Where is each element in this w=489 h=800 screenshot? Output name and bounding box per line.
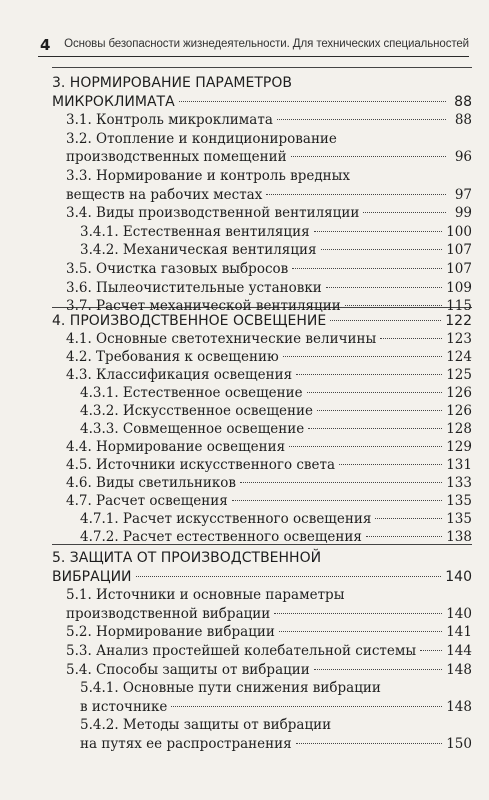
- dot-leader: [314, 231, 443, 232]
- toc-entry: [66, 366, 472, 385]
- dot-leader: [345, 305, 442, 306]
- toc-entry: [66, 204, 472, 223]
- running-header: [38, 34, 469, 57]
- page-number: 4: [40, 36, 51, 54]
- toc-entry-page: 138: [446, 529, 472, 545]
- section-divider: [52, 67, 472, 68]
- toc-entry: [52, 312, 472, 331]
- toc-entry: [66, 348, 472, 367]
- toc-entry: [52, 568, 472, 587]
- toc-entry: [80, 679, 472, 698]
- toc-entry-page: 107: [446, 242, 472, 259]
- toc-entry: [80, 420, 472, 439]
- toc-entry-title: 3.1. Контроль микроклимата: [66, 112, 273, 129]
- toc-entry-title: производственных помещений: [66, 149, 287, 166]
- dot-leader: [291, 156, 446, 157]
- toc-entry: [52, 549, 472, 568]
- toc-entry-title: 4.7. Расчет освещения: [66, 493, 228, 509]
- dot-leader: [326, 287, 442, 288]
- dot-leader: [289, 446, 442, 447]
- toc-entry-page: 123: [446, 331, 472, 347]
- toc-entry: [66, 260, 472, 279]
- toc-entry-page: 96: [454, 149, 472, 166]
- toc-entry-page: 97: [454, 186, 472, 203]
- toc-entry: [52, 93, 472, 112]
- toc-entry-title: 4.7.1. Расчет искусственного освещения: [80, 511, 372, 527]
- toc-entry-title: 4. ПРОИЗВОДСТВЕННОЕ ОСВЕЩЕНИЕ: [52, 313, 327, 329]
- toc-entry-title: на путях ее распространения: [80, 736, 292, 752]
- toc-entry-page: 128: [446, 421, 472, 437]
- toc-entry-page: 107: [446, 261, 472, 277]
- toc-entry-page: 122: [445, 313, 472, 329]
- toc-entry: [66, 623, 472, 642]
- toc-entry-title: 4.7.2. Расчет естественного освещения: [80, 529, 362, 545]
- toc-entry-title: МИКРОКЛИМАТА: [52, 93, 175, 110]
- dot-leader: [266, 194, 446, 195]
- dot-leader: [179, 101, 446, 102]
- dot-leader: [296, 743, 443, 744]
- toc-entry-title: 4.1. Основные светотехнические величины: [66, 331, 377, 347]
- toc-entry-page: 115: [446, 298, 472, 315]
- toc-entry: [66, 456, 472, 475]
- toc-entry-page: 150: [446, 736, 472, 752]
- toc-entry: [66, 642, 472, 661]
- toc-entry-title: веществ на рабочих местах: [66, 186, 263, 203]
- toc-entry-title: 4.3. Классификация освещения: [66, 367, 293, 383]
- dot-leader: [283, 356, 443, 357]
- toc-entry-title: производственной вибрации: [66, 605, 271, 622]
- dot-leader: [314, 669, 442, 670]
- toc-entry: [80, 698, 472, 717]
- toc-entry-title: 4.4. Нормирование освещения: [66, 439, 286, 455]
- toc-entry-title: 5. ЗАЩИТА ОТ ПРОИЗВОДСТВЕННОЙ: [52, 550, 322, 566]
- toc-entry-title: 3. НОРМИРОВАНИЕ ПАРАМЕТРОВ: [52, 75, 292, 91]
- toc-entry-title: 4.3.3. Совмещенное освещение: [80, 421, 305, 437]
- dot-leader: [420, 650, 442, 651]
- toc-entry: [66, 492, 472, 511]
- toc-entry: [52, 74, 472, 93]
- toc-entry: [80, 402, 472, 421]
- toc-entry-page: 141: [446, 624, 472, 641]
- toc-entry-page: 148: [446, 698, 472, 715]
- dot-leader: [308, 428, 442, 429]
- dot-leader: [375, 518, 442, 519]
- toc-entry-title: 5.4.2. Методы защиты от вибрации: [80, 717, 332, 734]
- toc-entry: [66, 661, 472, 680]
- toc-entry-page: 140: [446, 605, 472, 622]
- toc-entry-title: ВИБРАЦИИ: [52, 568, 132, 585]
- toc-entry-page: 100: [446, 223, 472, 240]
- toc-entry: [66, 279, 472, 298]
- toc-entry-page: 126: [446, 403, 472, 419]
- dot-leader: [277, 119, 446, 120]
- toc-entry-page: 135: [446, 511, 472, 527]
- toc-entry-title: 3.4. Виды производственной вентиляции: [66, 205, 360, 222]
- dot-leader: [171, 706, 442, 707]
- toc-entry-page: 131: [446, 457, 472, 473]
- toc-entry: [66, 586, 472, 605]
- dot-leader: [317, 410, 442, 411]
- toc-entry-page: 109: [446, 279, 472, 296]
- dot-leader: [274, 613, 442, 614]
- toc-entry-title: 5.4. Способы защиты от вибрации: [66, 661, 310, 678]
- toc-entry: [66, 330, 472, 349]
- toc-entry: [66, 605, 472, 624]
- toc-entry-title: 5.2. Нормирование вибрации: [66, 624, 275, 641]
- toc-entry: [80, 384, 472, 403]
- toc-entry-title: 3.4.1. Естественная вентиляция: [80, 223, 310, 240]
- toc-entry: [80, 510, 472, 529]
- dot-leader: [296, 374, 442, 375]
- toc-entry-page: 144: [446, 643, 472, 659]
- toc-entry: [66, 130, 472, 149]
- toc-entry-title: 5.4.1. Основные пути снижения вибрации: [80, 680, 381, 697]
- dot-leader: [232, 500, 442, 501]
- toc-entry: [66, 167, 472, 186]
- dot-leader: [380, 338, 442, 339]
- toc-entry-title: 3.7. Расчет механической вентиляции: [66, 298, 341, 315]
- toc-entry-page: 124: [446, 349, 472, 365]
- toc-entry-title: 5.3. Анализ простейшей колебательной системы: [66, 643, 417, 659]
- toc-entry-page: 135: [446, 493, 472, 509]
- toc-entry: [66, 474, 472, 493]
- toc-entry-title: в источнике: [80, 698, 168, 715]
- dot-leader: [292, 268, 442, 269]
- toc-entry-title: 4.5. Источники искусственного света: [66, 457, 336, 473]
- dot-leader: [136, 576, 442, 577]
- toc-entry-page: 125: [446, 367, 472, 383]
- dot-leader: [307, 392, 443, 393]
- dot-leader: [363, 212, 446, 213]
- toc-entry-title: 3.5. Очистка газовых выбросов: [66, 261, 289, 277]
- toc-entry-page: 126: [446, 385, 472, 401]
- toc-entry-title: 4.3.1. Естественное освещение: [80, 385, 303, 401]
- toc-entry-title: 4.2. Требования к освещению: [66, 349, 279, 365]
- toc-entry: [80, 528, 472, 547]
- toc-entry-page: 88: [454, 93, 472, 110]
- toc-entry: [80, 716, 472, 735]
- dot-leader: [339, 464, 442, 465]
- toc-entry-title: 3.2. Отопление и кондиционирование: [66, 130, 337, 147]
- toc-entry: [66, 148, 472, 167]
- dot-leader: [321, 249, 443, 250]
- toc-entry-title: 4.6. Виды светильников: [66, 475, 237, 491]
- dot-leader: [279, 631, 442, 632]
- toc-entry: [66, 111, 472, 130]
- running-title: Основы безопасности жизнедеятельности. Для технических специальностей: [64, 38, 469, 50]
- toc-entry-page: 148: [446, 661, 472, 678]
- toc-entry: [80, 223, 472, 242]
- toc-entry: [80, 735, 472, 754]
- dot-leader: [366, 536, 442, 537]
- toc-entry: [66, 438, 472, 457]
- toc-entry-page: 129: [446, 439, 472, 455]
- toc-entry-title: 3.4.2. Механическая вентиляция: [80, 242, 317, 259]
- toc-entry-title: 4.3.2. Искусственное освещение: [80, 403, 314, 419]
- toc-entry-page: 133: [446, 475, 472, 491]
- dot-leader: [240, 482, 442, 483]
- toc-entry: [66, 186, 472, 205]
- toc-entry-page: 140: [445, 568, 472, 585]
- toc-entry: [80, 241, 472, 260]
- dot-leader: [330, 320, 441, 321]
- toc-entry-title: 3.6. Пылеочистительные установки: [66, 279, 322, 296]
- toc-entry-title: 3.3. Нормирование и контроль вредных: [66, 168, 350, 184]
- toc-entry-page: 88: [454, 112, 472, 129]
- toc-entry-title: 5.1. Источники и основные параметры: [66, 587, 345, 604]
- toc-entry-page: 99: [454, 205, 472, 222]
